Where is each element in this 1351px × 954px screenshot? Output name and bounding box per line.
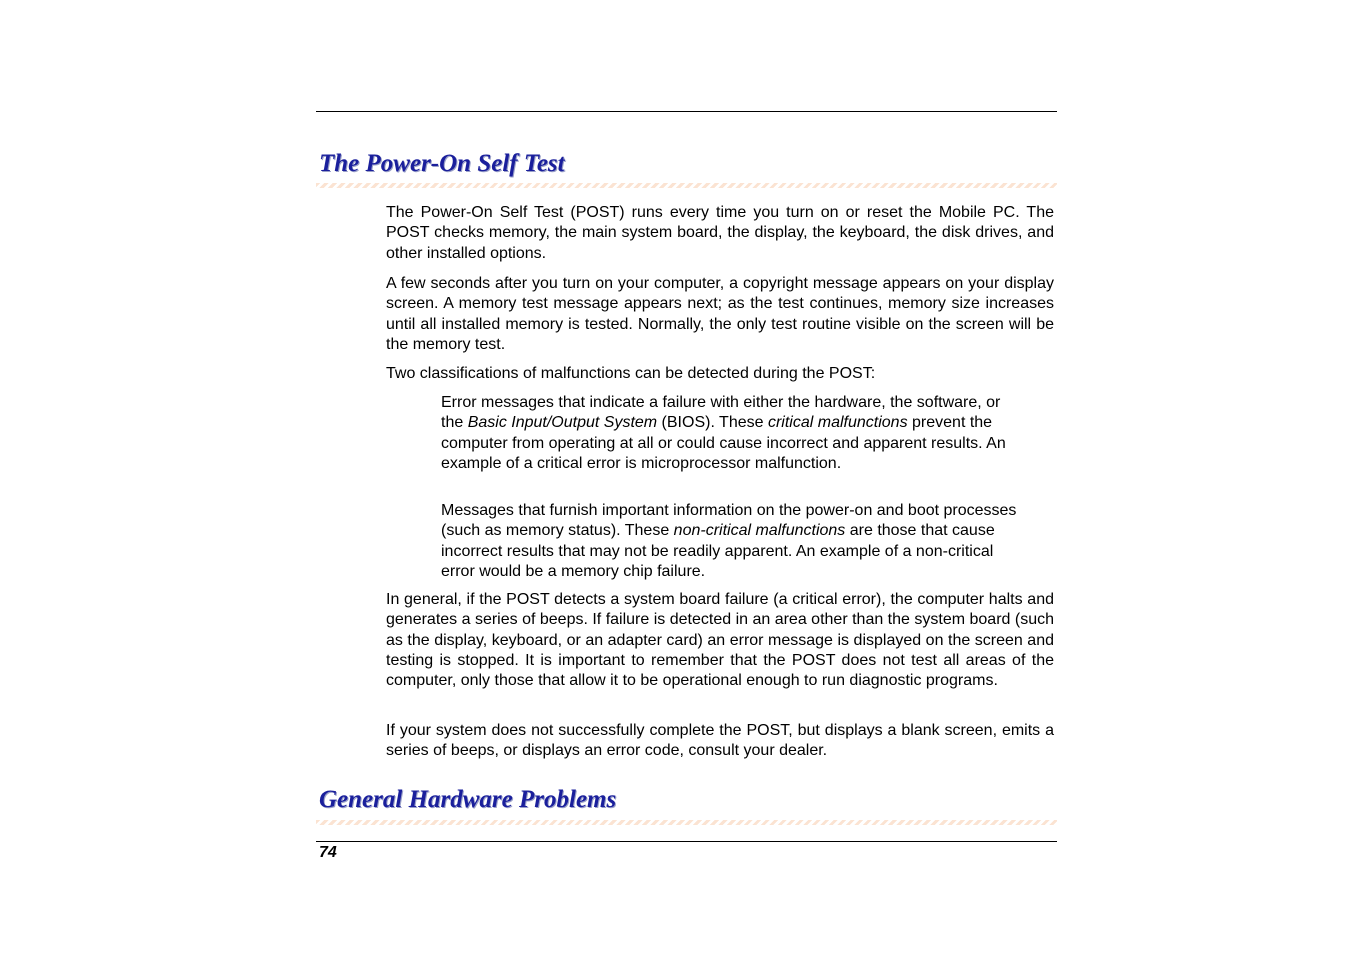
paragraph-copyright-message — [386, 274, 1054, 355]
paragraph-text: In general, if the POST detects a system board failure (a critical error), the computer halts and generates a series of beeps. If failure is detected in an area other than the system board (such as the display, keyboard, or an adapter card) an error message is displayed on the screen and testing is stopped. It is important to remember that the POST does not test all areas of the computer, only those that allow it to be operational enough to run diagnostic programs. — [386, 591, 1054, 690]
paragraph-text: If your system does not successfully complete the POST, but displays a blank screen, emits a series of beeps, or displays an error code, consult your dealer. — [386, 722, 1054, 760]
text-run: Messages that furnish important information on the power-on and boot processes (such as memory status). These — [441, 502, 1017, 540]
section-title-underline — [316, 183, 1057, 188]
paragraph-post-intro — [386, 203, 1054, 264]
text-run: prevent the computer from operating at all or could cause incorrect and apparent results. An example of a critical error is microprocessor malfunction. — [441, 414, 1006, 472]
header-rule — [316, 111, 1057, 112]
paragraph-text: A few seconds after you turn on your computer, a copyright message appears on your display screen. A memory test message appears next; as the test continues, memory size increases until all installed memory is tested. Normally, the only test routine visible on the screen will be the memory test. — [386, 275, 1054, 353]
italic-term-bios: Basic Input/Output System — [467, 414, 658, 432]
italic-term-critical-malfunctions: critical malfunctions — [767, 414, 908, 432]
paragraph-text: Two classifications of malfunctions can be detected during the POST: — [386, 365, 876, 382]
italic-term-non-critical-malfunctions: non-critical malfunctions — [673, 522, 846, 540]
section-title-underline — [316, 820, 1057, 825]
section-title-power-on-self-test: The Power-On Self Test — [319, 150, 565, 177]
list-item-text — [441, 393, 1021, 474]
page-number: 74 — [319, 844, 337, 861]
text-run: Error messages that indicate a failure with either the hardware, the software, or the — [441, 394, 1001, 432]
paragraph-system-board-failure — [386, 590, 1054, 691]
text-run: (BIOS). These — [657, 414, 768, 432]
paragraph-consult-dealer — [386, 721, 1054, 762]
list-item-critical-malfunctions — [441, 393, 1021, 474]
text-run: are those that cause incorrect results that may not be readily apparent. An example of a non-critical error would be a memory chip failure. — [441, 522, 995, 580]
paragraph-text: The Power-On Self Test (POST) runs every time you turn on or reset the Mobile PC. The POST checks memory, the main system board, the display, the keyboard, the disk drives, and other installed options. — [386, 204, 1054, 262]
section-title-general-hardware-problems: General Hardware Problems — [319, 786, 617, 813]
list-item-text — [441, 501, 1021, 582]
footer-rule — [316, 841, 1057, 842]
list-item-non-critical-malfunctions — [441, 501, 1021, 582]
paragraph-classifications — [386, 364, 1054, 384]
